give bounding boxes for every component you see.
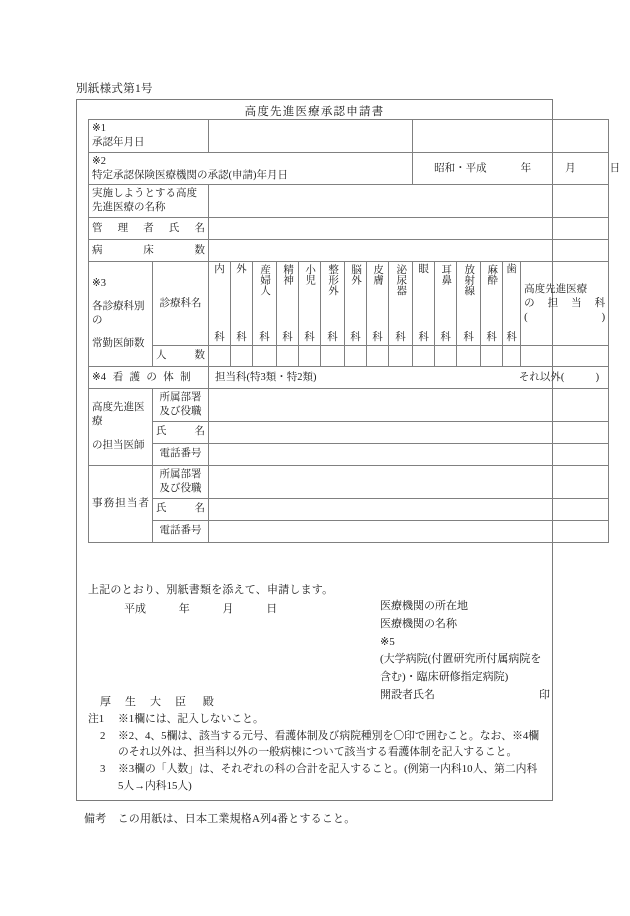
count-input-internal[interactable] (209, 346, 231, 367)
physician-dept-input[interactable] (209, 389, 609, 422)
count-input-psychiatry[interactable] (277, 346, 299, 367)
department-cell-urology (389, 262, 413, 346)
note-text: ※1欄には、記入しないこと。 (118, 713, 264, 725)
table-row-department-names (89, 262, 609, 346)
physician-phone-input[interactable] (209, 443, 609, 465)
admin-phone-label: 電話番号 (159, 525, 202, 537)
approval-date-input[interactable] (209, 120, 413, 153)
designated-institution-label: 特定承認保険医療機関の承認(申請)年月日 (92, 169, 288, 181)
institution-address-label: 医療機関の所在地 (380, 600, 468, 612)
note-item (88, 761, 540, 794)
department-cell-internal (209, 262, 231, 346)
advanced-department-cell[interactable] (521, 262, 609, 346)
admin-dept-label-cell (153, 465, 209, 498)
attending-physician-label-line1: 高度先進医療 (92, 402, 145, 428)
table-row-admin-dept (89, 465, 609, 498)
table-row-admin-phone (89, 520, 609, 542)
department-label-top: 脳外 (350, 264, 362, 286)
department-cell-obstetrics-gynecology (253, 262, 277, 346)
staff-section-label-cell (89, 262, 153, 367)
physician-dept-label-line2: 及び役職 (159, 406, 202, 418)
attending-physician-label-line2: の担当医師 (92, 439, 145, 451)
administrative-contact-label-cell (89, 465, 153, 542)
bed-count-label-cell (89, 240, 209, 262)
department-label-bottom: 科 (506, 331, 517, 343)
staff-section-mark: ※3 (92, 278, 107, 290)
unit-month: 月 (565, 162, 576, 174)
department-cell-ophthalmology (413, 262, 435, 346)
department-label-bottom: 科 (440, 331, 451, 343)
designated-institution-mark: ※2 (92, 155, 107, 167)
submission-unit-month: 月 (222, 603, 234, 615)
institution-name-label: 医療機関の名称 (380, 617, 457, 630)
staff-section-label-line2: 常勤医師数 (92, 338, 145, 350)
department-label-top: 放射線 (463, 264, 475, 296)
approval-date-spacer (413, 120, 609, 153)
count-input-dentistry[interactable] (503, 346, 521, 367)
note-item (88, 711, 540, 727)
administrative-contact-label: 事務担当者 (92, 497, 149, 509)
count-header-cell (153, 346, 209, 367)
submission-unit-day: 日 (266, 603, 278, 615)
addressee-line (100, 693, 214, 709)
staff-section-label-line1: 各診療科別の (92, 301, 145, 327)
count-input-surgery[interactable] (231, 346, 253, 367)
admin-dept-label-line2: 及び役職 (159, 482, 202, 494)
admin-name-label-cell (153, 498, 209, 520)
founder-row[interactable] (380, 687, 550, 705)
physician-name-label: 氏名 (156, 426, 205, 438)
department-label-bottom: 科 (372, 331, 383, 343)
count-header-label: 人数 (156, 350, 205, 362)
table-row-physician-dept (89, 389, 609, 422)
department-cell-psychiatry (277, 262, 299, 346)
admin-name-input[interactable] (209, 498, 609, 520)
approval-date-mark: ※1 (92, 123, 107, 134)
department-label-top: 外 (236, 264, 247, 276)
table-row-nursing (89, 367, 609, 389)
treatment-name-label-cell (89, 185, 209, 218)
count-input-urology[interactable] (389, 346, 413, 367)
table-row-administrator (89, 218, 609, 240)
treatment-name-label-line2: 先進医療の名称 (92, 202, 166, 214)
count-input-dermatology[interactable] (367, 346, 389, 367)
physician-name-input[interactable] (209, 421, 609, 443)
count-input-anesthesiology[interactable] (481, 346, 503, 367)
department-label-bottom: 科 (282, 331, 293, 343)
approval-date-label: 承認年月日 (92, 136, 145, 148)
department-label-top: 泌尿器 (395, 264, 407, 296)
count-input-obstetrics-gynecology[interactable] (253, 346, 277, 367)
institution-type-options[interactable]: (大学病院(付置研究所付属病院を含む)・臨床研修指定病院) (380, 653, 542, 684)
applicant-block (380, 598, 550, 705)
treatment-name-input[interactable] (209, 185, 609, 218)
nursing-label-cell (89, 367, 209, 389)
founder-name-label: 開設者氏名 (380, 689, 435, 702)
count-input-advanced-department[interactable] (521, 346, 609, 367)
department-label-bottom: 科 (463, 331, 474, 343)
administrator-label-cell (89, 218, 209, 240)
department-label-top: 皮膚 (372, 264, 384, 286)
count-input-neurosurgery[interactable] (345, 346, 367, 367)
department-cell-orthopedics (321, 262, 345, 346)
note-number: 3 (100, 763, 106, 776)
table-row-department-counts (89, 346, 609, 367)
department-label-bottom: 科 (350, 331, 361, 343)
page-title: 高度先進医療承認申請書 (244, 106, 385, 118)
table-row-bed-count (89, 240, 609, 262)
nursing-options-cell[interactable] (209, 367, 609, 389)
physician-dept-label-line1: 所属部署 (159, 392, 202, 404)
count-input-pediatrics[interactable] (299, 346, 321, 367)
unit-day: 日 (609, 162, 621, 174)
table-row-treatment-name (89, 185, 609, 218)
submission-era: 平成 (124, 603, 146, 615)
department-label-bottom: 科 (214, 331, 225, 343)
department-label-bottom: 科 (259, 331, 270, 343)
advanced-department-paren-close: ) (601, 311, 606, 323)
form-number: 別紙様式第1号 (76, 83, 153, 95)
department-label-top: 耳鼻 (440, 264, 452, 286)
department-label-top: 整形外 (327, 264, 339, 296)
table-row-admin-name (89, 498, 609, 520)
paper-size-remark: 備考 この用紙は、日本工業規格A列4番とすること。 (84, 813, 356, 825)
note-text: ※2、4、5欄は、該当する元号、看護体制及び病院種別を〇印で囲むこと。なお、※4欄のそれ以外は、担当科以外の一般病棟について該当する看護体制を記入すること。 (118, 729, 540, 759)
department-label-bottom: 科 (418, 331, 429, 343)
admin-name-label: 氏名 (156, 503, 205, 515)
department-label-bottom: 科 (304, 331, 315, 343)
department-cell-dermatology (367, 262, 389, 346)
unit-year: 年 (520, 162, 532, 174)
bed-count-input[interactable] (209, 240, 609, 262)
department-label-bottom: 科 (327, 331, 338, 343)
table-row-physician-phone (89, 443, 609, 465)
department-label-top: 産婦人 (259, 264, 271, 296)
submission-statement: 上記のとおり、別紙書類を添えて、申請します。 (88, 584, 334, 596)
addressee-honorific: 殿 (202, 696, 214, 708)
designated-institution-label-cell (89, 152, 413, 185)
nursing-mark: ※4 (92, 371, 107, 383)
note-number: 2 (100, 729, 106, 742)
department-label-bottom: 科 (236, 331, 247, 343)
notes-block (88, 711, 540, 795)
nursing-option-other-prefix[interactable]: それ以外( (518, 371, 565, 383)
bed-count-label: 病床数 (92, 244, 205, 256)
department-label-top: 小児 (304, 264, 316, 286)
table-row-approval-date (89, 120, 609, 153)
admin-dept-label-line1: 所属部署 (159, 468, 202, 480)
department-label-top: 内 (214, 264, 225, 276)
addressee-name: 厚生大臣 (100, 696, 186, 708)
advanced-department-line1: 高度先進医療 (524, 283, 588, 295)
note-item (88, 728, 540, 761)
department-cell-otolaryngology (435, 262, 457, 346)
department-cell-radiology (457, 262, 481, 346)
submission-unit-year: 年 (178, 603, 190, 615)
submission-date-line[interactable] (124, 600, 277, 616)
count-input-otolaryngology[interactable] (435, 346, 457, 367)
department-label-top: 歯 (506, 264, 517, 276)
department-label-top: 眼 (418, 264, 429, 276)
physician-dept-label-cell (153, 389, 209, 422)
department-cell-neurosurgery (345, 262, 367, 346)
nursing-label: 看護の体制 (112, 371, 191, 383)
physician-phone-label-cell (153, 443, 209, 465)
administrator-input[interactable] (209, 218, 609, 240)
physician-name-label-cell (153, 421, 209, 443)
era-options[interactable]: 昭和・平成 (434, 162, 487, 174)
table-row-designated-institution (89, 152, 609, 185)
count-input-radiology[interactable] (457, 346, 481, 367)
admin-dept-input[interactable] (209, 465, 609, 498)
applicant-mark: ※5 (380, 635, 395, 648)
table-row-physician-name (89, 421, 609, 443)
advanced-department-paren-open: ( (524, 311, 528, 323)
advanced-department-line2: の担当科 (524, 297, 606, 309)
treatment-name-label-line1: 実施しようとする高度 (92, 188, 197, 200)
department-name-header: 診療科名 (153, 262, 209, 346)
nursing-option-other-suffix: ) (595, 371, 600, 383)
department-label-bottom: 科 (486, 331, 497, 343)
count-input-orthopedics[interactable] (321, 346, 345, 367)
approval-date-label-cell (89, 120, 209, 153)
physician-phone-label: 電話番号 (159, 448, 202, 460)
department-cell-surgery (231, 262, 253, 346)
note-number: 注1 (88, 713, 105, 725)
department-cell-anesthesiology (481, 262, 503, 346)
department-label-top: 麻酔 (486, 264, 498, 286)
admin-phone-input[interactable] (209, 520, 609, 542)
department-cell-pediatrics (299, 262, 321, 346)
administrator-label: 管理者氏名 (92, 222, 205, 234)
form-outer-frame (76, 99, 621, 801)
note-text: ※3欄の「人数」は、それぞれの科の合計を記入すること。(例第一内科10人、第二内科5人→内科15人) (118, 763, 538, 792)
admin-phone-label-cell (153, 520, 209, 542)
department-cell-dentistry (503, 262, 521, 346)
seal-mark: 印 (539, 689, 550, 702)
count-input-ophthalmology[interactable] (413, 346, 435, 367)
designated-institution-date-cell[interactable] (413, 152, 621, 185)
attending-physician-label-cell (89, 389, 153, 466)
nursing-option-primary[interactable]: 担当科(特3類・特2類) (215, 371, 317, 383)
department-label-top: 精神 (282, 264, 294, 286)
application-table (88, 119, 621, 543)
department-label-bottom: 科 (395, 331, 406, 343)
